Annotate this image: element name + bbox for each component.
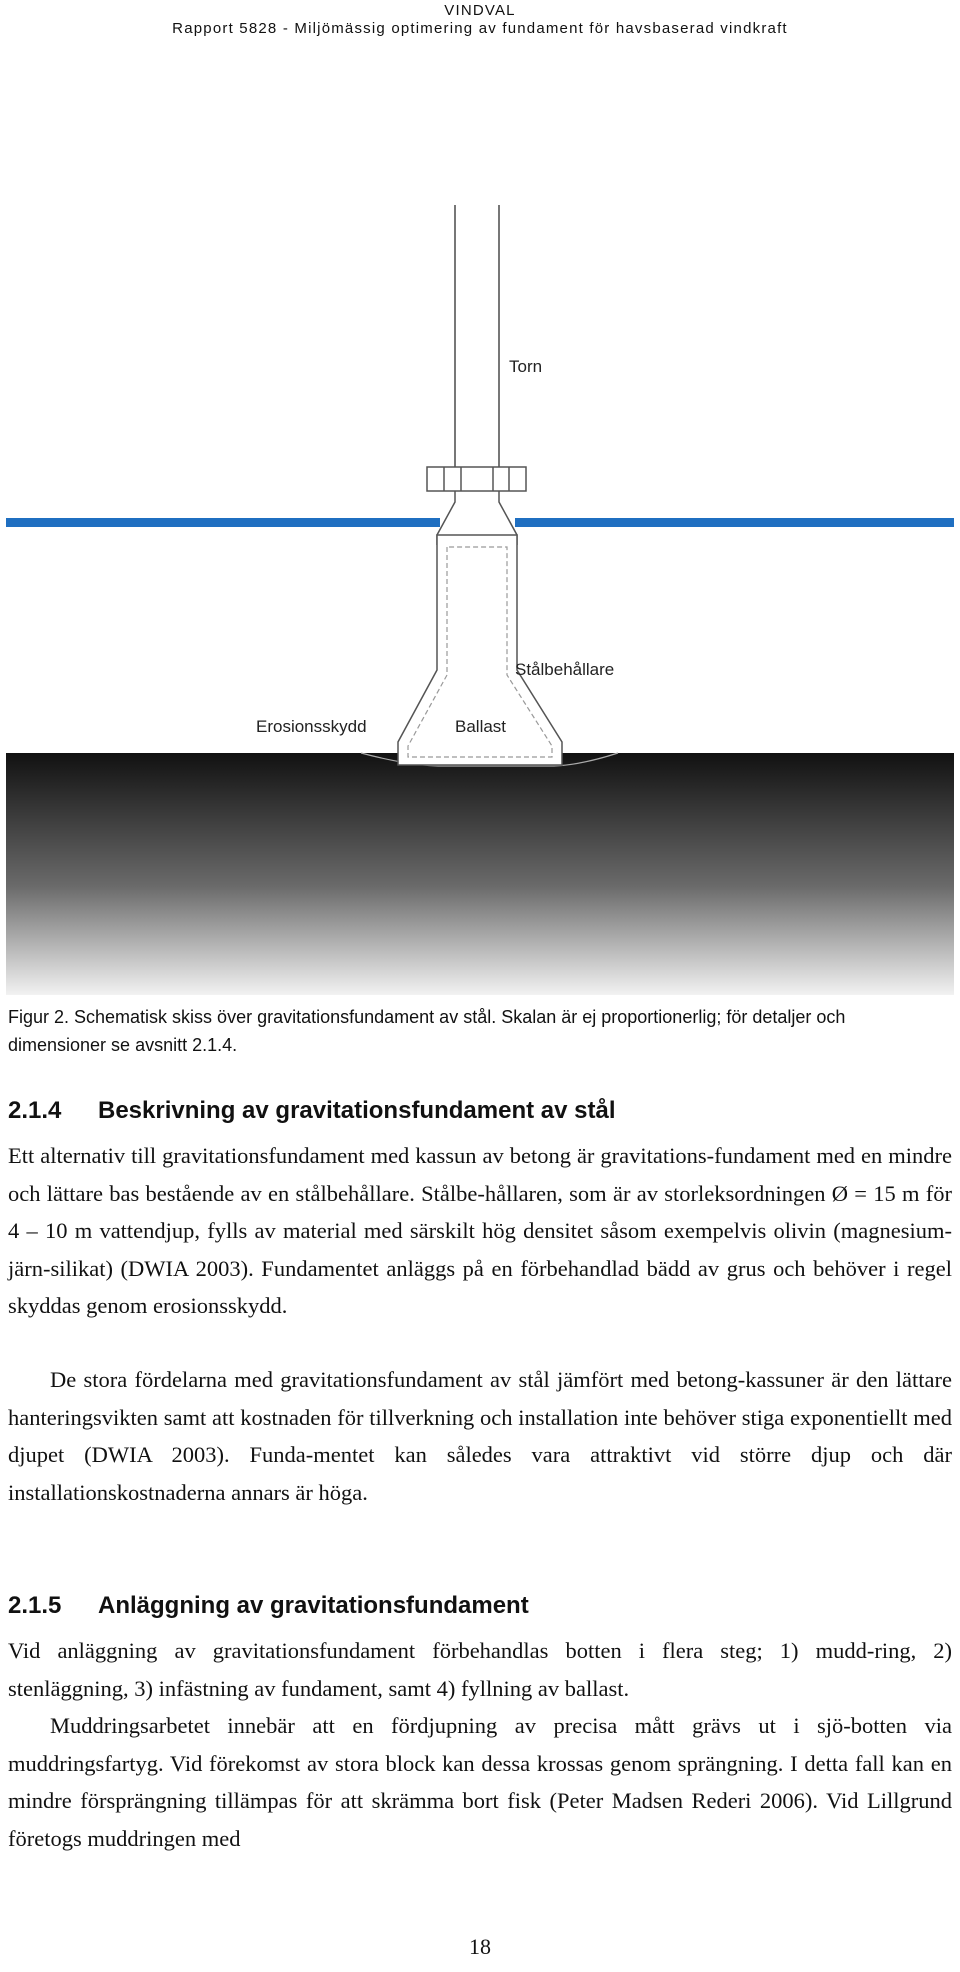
section-heading-2-1-5 <box>8 1592 529 1620</box>
section-title: Beskrivning av gravitationsfundament av stål <box>98 1097 616 1124</box>
paragraph: Muddringsarbetet innebär att en fördjupning av precisa mått grävs ut i sjö-botten via muddringsfartyg. Vid förekomst av stora block kan dessa krossas genom sprängning. I detta fall kan en mindre försprängning tillämpas för att skrämma bort fisk (Peter Madsen Rederi 2006). Vid Lillgrund företogs muddringen med <box>8 1713 952 1851</box>
water-surface-right <box>515 518 954 527</box>
label-erosionsskydd: Erosionsskydd <box>256 717 367 736</box>
paragraph: Vid anläggning av gravitationsfundament förbehandlas botten i flera steg; 1) mudd-ring, 2) stenläggning, 3) infästning av fundament, samt 4) fyllning av ballast. <box>8 1638 952 1701</box>
tower <box>455 205 499 467</box>
report-series: VINDVAL <box>444 2 516 19</box>
figure-caption: Figur 2. Schematisk skiss över gravitationsfundament av stål. Skalan är ej proportionerlig; för detaljer och dimensioner se avsnitt 2.1.4. <box>8 1007 846 1055</box>
paragraph: Ett alternativ till gravitationsfundament med kassun av betong är gravitations-fundament med en mindre och lättare bas bestående av en stålbehållare. Stålbe-hållaren, som är av storleksordningen Ø = 15 m för 4 – 10 m vattendjup, fylls av material med särskilt hög densitet såsom exempelvis olivin (magnesium-järn-silikat) (DWIA 2003). Fundamentet anläggs på en förbehandlad bädd av grus och behöver i regel skyddas genom erosionsskydd. <box>8 1143 952 1318</box>
foundation-schematic-figure <box>6 205 954 995</box>
seabed <box>6 753 954 995</box>
section-number: 2.1.5 <box>8 1592 62 1619</box>
transition-piece <box>427 467 526 545</box>
section-heading-2-1-4 <box>8 1097 616 1125</box>
label-ballast: Ballast <box>455 717 507 736</box>
label-torn: Torn <box>509 357 543 376</box>
report-title: Rapport 5828 - Miljömässig optimering av fundament för havsbaserad vindkraft <box>172 20 788 37</box>
section-title: Anläggning av gravitationsfundament <box>98 1592 529 1619</box>
paragraph: De stora fördelarna med gravitationsfundament av stål jämfört med betong-kassuner är den lättare hanteringsvikten samt att kostnaden för tillverkning och installation inte behöver stiga exponentiellt med djupet (DWIA 2003). Funda-mentet kan således vara attraktivt vid större djup och där installationskostnaderna annars är höga. <box>8 1367 952 1505</box>
section-number: 2.1.4 <box>8 1097 62 1124</box>
label-stalbehallare: Stålbehållare <box>515 660 615 679</box>
water-surface-left <box>6 518 440 527</box>
page-number: 18 <box>469 1934 491 1959</box>
